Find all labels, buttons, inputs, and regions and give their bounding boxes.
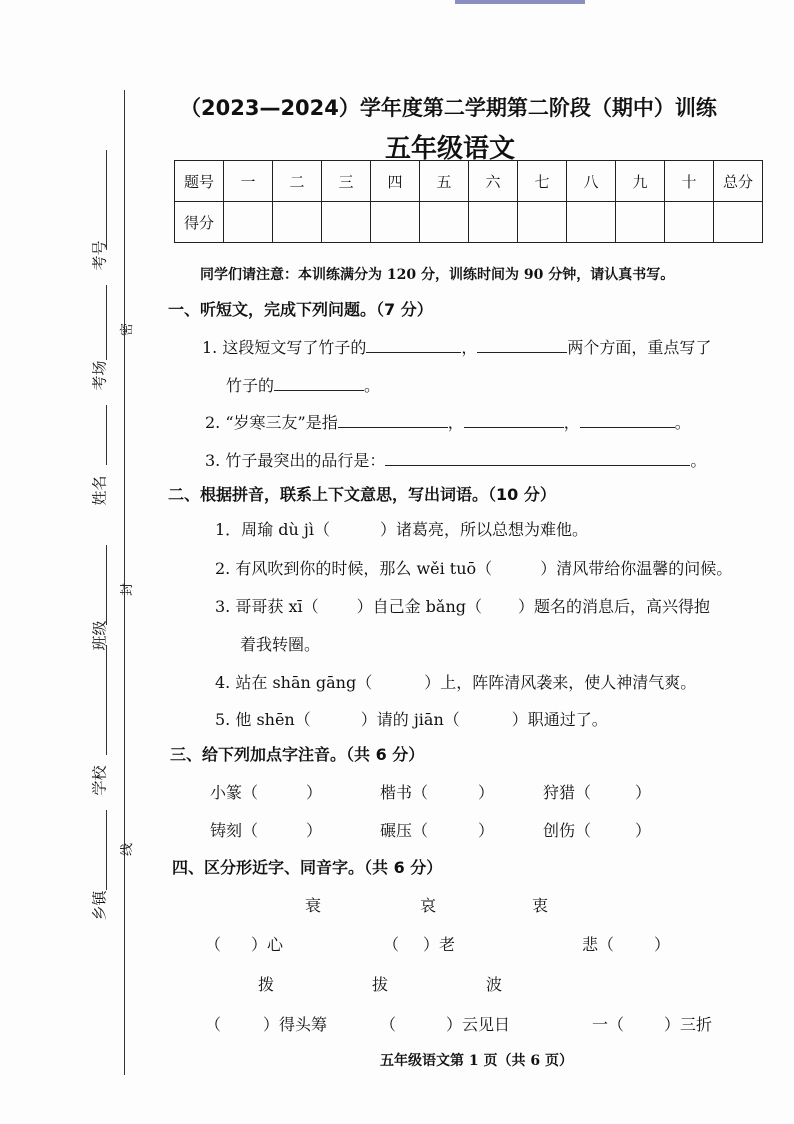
side-label-xuexiao: 学校 bbox=[90, 765, 109, 796]
score-header-row bbox=[175, 161, 763, 202]
s3-word-2: 楷书（ ） bbox=[380, 783, 495, 802]
section1-heading: 一、听短文，完成下列问题。（7 分） bbox=[168, 300, 433, 319]
s3-word-6: 创伤（ ） bbox=[543, 821, 652, 840]
side-label-xingming: 姓名 bbox=[90, 475, 109, 506]
section2-heading: 二、根据拼音，联系上下文意思，写出词语。（10 分） bbox=[168, 485, 556, 504]
s3-word-1: 小篆（ ） bbox=[210, 783, 323, 802]
side-label-banji: 班级 bbox=[90, 620, 109, 651]
s4-char: 衰 bbox=[305, 896, 322, 915]
score-cell[interactable] bbox=[616, 202, 665, 243]
side-label-kaochang: 考场 bbox=[90, 360, 109, 391]
xuexiao-line bbox=[106, 645, 107, 755]
score-table bbox=[174, 160, 763, 243]
s1-question-3: 3. 竹子最突出的品行是： 。 bbox=[205, 451, 707, 470]
kaohao-line bbox=[106, 150, 107, 250]
page-footer: 五年级语文第 1 页（共 6 页） bbox=[380, 1053, 573, 1069]
s2-item-3-cont: 着我转圈。 bbox=[240, 635, 321, 654]
exam-title: （2023—2024）学年度第二学期第二阶段（期中）训练 bbox=[180, 96, 717, 120]
score-cell[interactable] bbox=[518, 202, 567, 243]
score-header-cell: 三 bbox=[322, 161, 371, 202]
score-cell[interactable] bbox=[224, 202, 273, 243]
score-cell[interactable] bbox=[567, 202, 616, 243]
answer-blank[interactable] bbox=[366, 336, 461, 353]
score-header-cell: 七 bbox=[518, 161, 567, 202]
s2-item-2: 2. 有风吹到你的时候，那么 wěi tuō（ ）清风带给你温馨的问候。 bbox=[215, 559, 733, 578]
banji-line bbox=[106, 545, 107, 625]
answer-blank[interactable] bbox=[580, 411, 675, 428]
answer-blank[interactable] bbox=[338, 411, 448, 428]
score-header-cell: 十 bbox=[665, 161, 714, 202]
xingming-line bbox=[106, 405, 107, 465]
s3-word-4: 铸刻（ ） bbox=[210, 821, 323, 840]
s3-word-5: 碾压（ ） bbox=[380, 821, 495, 840]
score-row-label: 题号 bbox=[175, 161, 224, 202]
s4-row1-item-1: （ ）心 bbox=[205, 935, 284, 954]
s4-char: 波 bbox=[486, 975, 503, 994]
seal-feng: 封 bbox=[120, 582, 136, 597]
xiangzhen-line bbox=[106, 810, 107, 890]
score-header-cell: 四 bbox=[371, 161, 420, 202]
section3-heading: 三、给下列加点字注音。（共 6 分） bbox=[170, 745, 425, 764]
s4-row1-item-2: （ ）老 bbox=[383, 935, 456, 954]
s4-row1-item-3: 悲（ ） bbox=[582, 935, 671, 954]
seal-mi: 密 bbox=[120, 322, 136, 337]
score-header-cell: 五 bbox=[420, 161, 469, 202]
answer-blank[interactable] bbox=[477, 336, 567, 353]
s2-item-3: 3. 哥哥获 xī（ ）自己金 bǎng（ ）题名的消息后，高兴得抱 bbox=[215, 597, 711, 616]
answer-blank[interactable] bbox=[464, 411, 564, 428]
score-header-cell: 二 bbox=[273, 161, 322, 202]
answer-blank[interactable] bbox=[385, 449, 690, 466]
kaochang-line bbox=[106, 285, 107, 360]
s4-row2-item-2: （ ）云见日 bbox=[380, 1015, 511, 1034]
s2-item-1: 1．周瑜 dù jì（ ）诸葛亮，所以总想为难他。 bbox=[215, 520, 588, 539]
scan-mark bbox=[455, 0, 585, 4]
s3-word-3: 狩猎（ ） bbox=[543, 783, 652, 802]
score-cell[interactable] bbox=[714, 202, 763, 243]
score-header-cell: 总分 bbox=[714, 161, 763, 202]
score-cell[interactable] bbox=[665, 202, 714, 243]
score-header-cell: 一 bbox=[224, 161, 273, 202]
s1-question-2: 2. “岁寒三友”是指 ， ， 。 bbox=[205, 413, 691, 432]
seal-xian: 线 bbox=[120, 842, 136, 857]
score-header-cell: 九 bbox=[616, 161, 665, 202]
score-value-row bbox=[175, 202, 763, 243]
s4-char: 衷 bbox=[532, 896, 549, 915]
side-label-xiangzhen: 乡镇 bbox=[90, 890, 109, 921]
s2-item-4: 4. 站在 shān gāng（ ）上，阵阵清风袭来，使人神清气爽。 bbox=[215, 673, 697, 692]
score-cell[interactable] bbox=[371, 202, 420, 243]
s4-char: 哀 bbox=[420, 896, 437, 915]
s2-item-5: 5. 他 shēn（ ）请的 jiān（ ）职通过了。 bbox=[215, 710, 608, 729]
side-label-kaohao: 考号 bbox=[90, 240, 109, 271]
score-row-label: 得分 bbox=[175, 202, 224, 243]
exam-subtitle: 五年级语文 bbox=[385, 134, 516, 164]
score-header-cell: 八 bbox=[567, 161, 616, 202]
s4-row2-item-1: （ ）得头筹 bbox=[205, 1015, 328, 1034]
s1-question-1-cont: 竹子的 。 bbox=[226, 376, 381, 395]
s4-row2-item-3: 一（ ）三折 bbox=[592, 1015, 713, 1034]
section4-heading: 四、区分形近字、同音字。（共 6 分） bbox=[172, 858, 443, 877]
score-cell[interactable] bbox=[420, 202, 469, 243]
notice-text: 同学们请注意：本训练满分为 120 分，训练时间为 90 分钟，请认真书写。 bbox=[200, 267, 675, 283]
score-cell[interactable] bbox=[322, 202, 371, 243]
s4-char: 拔 bbox=[372, 975, 389, 994]
score-cell[interactable] bbox=[469, 202, 518, 243]
score-cell[interactable] bbox=[273, 202, 322, 243]
answer-blank[interactable] bbox=[274, 374, 364, 391]
s4-char: 拨 bbox=[258, 975, 275, 994]
s1-question-1: 1. 这段短文写了竹子的 ， 两个方面，重点写了 bbox=[202, 338, 712, 357]
score-header-cell: 六 bbox=[469, 161, 518, 202]
